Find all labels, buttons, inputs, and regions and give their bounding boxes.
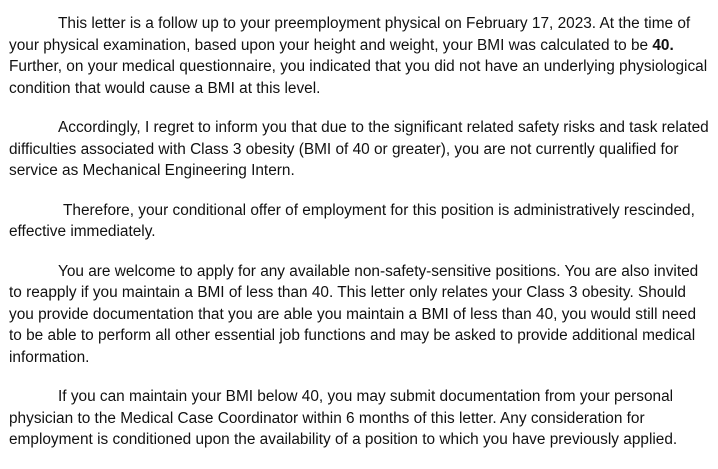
paragraph-physical-results-intro: This letter is a follow up to your preemployment physical on February 17, 2023. At the time of your physical examination, based upon your height and weight, your BMI was calculated to be: [9, 15, 691, 54]
paragraph-reapply: You are welcome to apply for any available non-safety-sensitive positions. You are also invited to reapply if you maintain a BMI of less than 40. This letter only relates your Class 3 obesity. Should you provide documentation that you are able you maintain a BMI of less than 40, you would still need to be able to perform all other essential job functions and may be asked to provide additional medical information.: [9, 262, 699, 366]
paragraph-physical-results-rest: Further, on your medical questionnaire, you indicated that you did not have an underlying physiological condition that would cause a BMI at this level.: [9, 58, 708, 97]
paragraph-disqualification: Accordingly, I regret to inform you that due to the significant related safety risks and task related difficulties associated with Class 3 obesity (BMI of 40 or greater), you are not currently qualified for service as Mechanical Engineering Intern.: [9, 119, 709, 179]
paragraph-physical-results: [9, 13, 713, 99]
paragraph-offer-rescinded: Therefore, your conditional offer of employment for this position is administratively rescinded, effective immediately.: [9, 201, 695, 240]
bmi-value: 40.: [652, 36, 674, 54]
letter-body: [9, 13, 713, 469]
paragraph-documentation: If you can maintain your BMI below 40, you may submit documentation from your personal physician to the Medical Case Coordinator within 6 months of this letter. Any consideration for employment is conditioned upon the availability of a position to which you have previously applied.: [9, 388, 678, 448]
